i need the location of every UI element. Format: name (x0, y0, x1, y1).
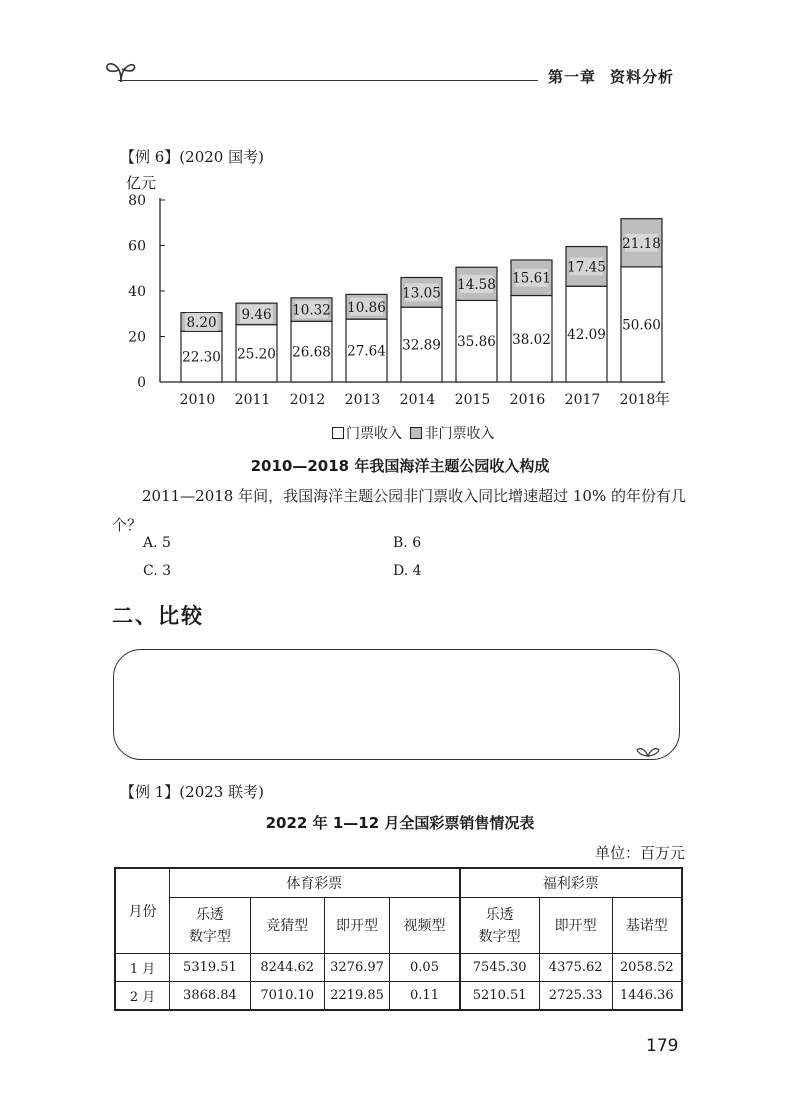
table-cell: 7545.30 (460, 954, 540, 982)
x-tick-label: 2015 (454, 392, 491, 408)
row-month: 1 月 (115, 954, 170, 982)
running-header (548, 66, 674, 87)
x-tick-label: 2018 (619, 392, 656, 408)
x-axis-unit: 年 (655, 390, 671, 408)
table-cell: 3868.84 (170, 982, 251, 1011)
chart-legend (332, 423, 494, 443)
header-sports-lottery: 体育彩票 (170, 868, 460, 898)
data-label-non-ticket: 13.05 (402, 285, 441, 302)
header-sports-video: 视频型 (390, 898, 460, 954)
page-number: 179 (646, 1036, 679, 1056)
data-label-non-ticket: 10.32 (292, 302, 331, 319)
x-tick-label: 2014 (399, 392, 436, 408)
stacked-bar-chart (100, 168, 680, 418)
data-label-ticket: 38.02 (512, 331, 551, 348)
table-unit: 单位：百万元 (594, 844, 685, 862)
table-cell: 0.11 (390, 982, 460, 1011)
table-title: 2022 年 1—12 月全国彩票销售情况表 (265, 814, 535, 832)
header-month: 月份 (115, 868, 170, 954)
leaf-sprout-icon (104, 56, 138, 86)
data-label-non-ticket: 14.58 (457, 276, 496, 293)
chart-title: 2010—2018 年我国海洋主题公园收入构成 (250, 457, 550, 475)
header-line: 数字型 (478, 928, 521, 945)
chapter-title: 资料分析 (610, 68, 675, 86)
y-tick-label: 0 (137, 375, 146, 391)
data-label-ticket: 25.20 (237, 346, 276, 363)
y-axis-label: 亿元 (126, 174, 157, 192)
data-label-ticket: 50.60 (622, 317, 661, 334)
data-label-ticket: 27.64 (347, 343, 386, 360)
option-b: B. 6 (393, 535, 422, 551)
x-tick-label: 2013 (344, 392, 381, 408)
data-label-non-ticket: 8.20 (186, 314, 217, 331)
y-tick-label: 40 (128, 284, 146, 300)
option-c: C. 3 (143, 563, 172, 579)
table-cell: 1446.36 (612, 982, 682, 1011)
option-d: D. 4 (393, 563, 422, 579)
table-row (115, 954, 682, 982)
data-label-ticket: 35.86 (457, 334, 496, 351)
example-6-label: 【例 6】(2020 国考) (120, 148, 264, 166)
data-label-non-ticket: 9.46 (241, 306, 272, 323)
legend-swatch-non-ticket (410, 427, 422, 439)
header-sports-quiz: 竞猜型 (250, 898, 324, 954)
example-1-label: 【例 1】(2023 联考) (120, 783, 264, 801)
header-line: 乐透 (485, 906, 514, 923)
data-label-ticket: 22.30 (182, 349, 221, 366)
header-rule (118, 80, 538, 81)
row-month: 2 月 (115, 982, 170, 1011)
question-text: 2011—2018 年间，我国海洋主题公园非门票收入同比增速超过 10% 的年份有几个？ (112, 487, 686, 534)
x-tick-label: 2010 (179, 392, 216, 408)
y-tick-label: 80 (128, 193, 146, 209)
data-label-ticket: 26.68 (292, 344, 331, 361)
header-line: 数字型 (188, 928, 231, 945)
y-tick-label: 20 (128, 329, 146, 346)
legend-swatch-ticket (332, 427, 344, 439)
lottery-sales-table (114, 867, 683, 1011)
header-welfare-lottery: 福利彩票 (460, 868, 682, 898)
table-cell: 4375.62 (539, 954, 612, 982)
leaf-decoration-icon (636, 744, 660, 758)
header-sports-instant: 即开型 (324, 898, 390, 954)
table-cell: 3276.97 (324, 954, 390, 982)
notes-box (113, 649, 680, 760)
chapter-label: 第一章 (548, 68, 597, 86)
data-label-non-ticket: 15.61 (512, 270, 551, 287)
data-label-ticket: 42.09 (567, 327, 606, 344)
legend-label-ticket: 门票收入 (346, 426, 402, 442)
table-cell: 2725.33 (539, 982, 612, 1011)
table-cell: 8244.62 (250, 954, 324, 982)
data-label-ticket: 32.89 (402, 337, 441, 354)
x-tick-label: 2011 (234, 392, 271, 408)
x-tick-label: 2017 (564, 392, 601, 408)
header-line: 乐透 (195, 906, 224, 923)
data-label-non-ticket: 21.18 (622, 235, 661, 252)
table-cell: 5319.51 (170, 954, 251, 982)
header-welfare-instant: 即开型 (539, 898, 612, 954)
table-cell: 7010.10 (250, 982, 324, 1011)
data-label-non-ticket: 17.45 (567, 259, 606, 276)
legend-label-non-ticket: 非门票收入 (424, 426, 495, 442)
x-tick-label: 2016 (509, 392, 546, 408)
section-heading: 二、比较 (112, 604, 204, 628)
header-welfare-keno: 基诺型 (612, 898, 682, 954)
table-cell: 5210.51 (460, 982, 540, 1011)
header-welfare-lotto-digital (460, 898, 540, 954)
table-row (115, 982, 682, 1011)
table-cell: 2219.85 (324, 982, 390, 1011)
y-tick-label: 60 (128, 238, 146, 255)
header-sports-lotto-digital (170, 898, 251, 954)
x-tick-labels (180, 392, 656, 408)
table-cell: 0.05 (390, 954, 460, 982)
x-tick-label: 2012 (289, 392, 326, 408)
option-a: A. 5 (143, 535, 171, 551)
data-label-non-ticket: 10.86 (347, 299, 386, 316)
table-cell: 2058.52 (612, 954, 682, 982)
chart-bars (181, 219, 662, 382)
